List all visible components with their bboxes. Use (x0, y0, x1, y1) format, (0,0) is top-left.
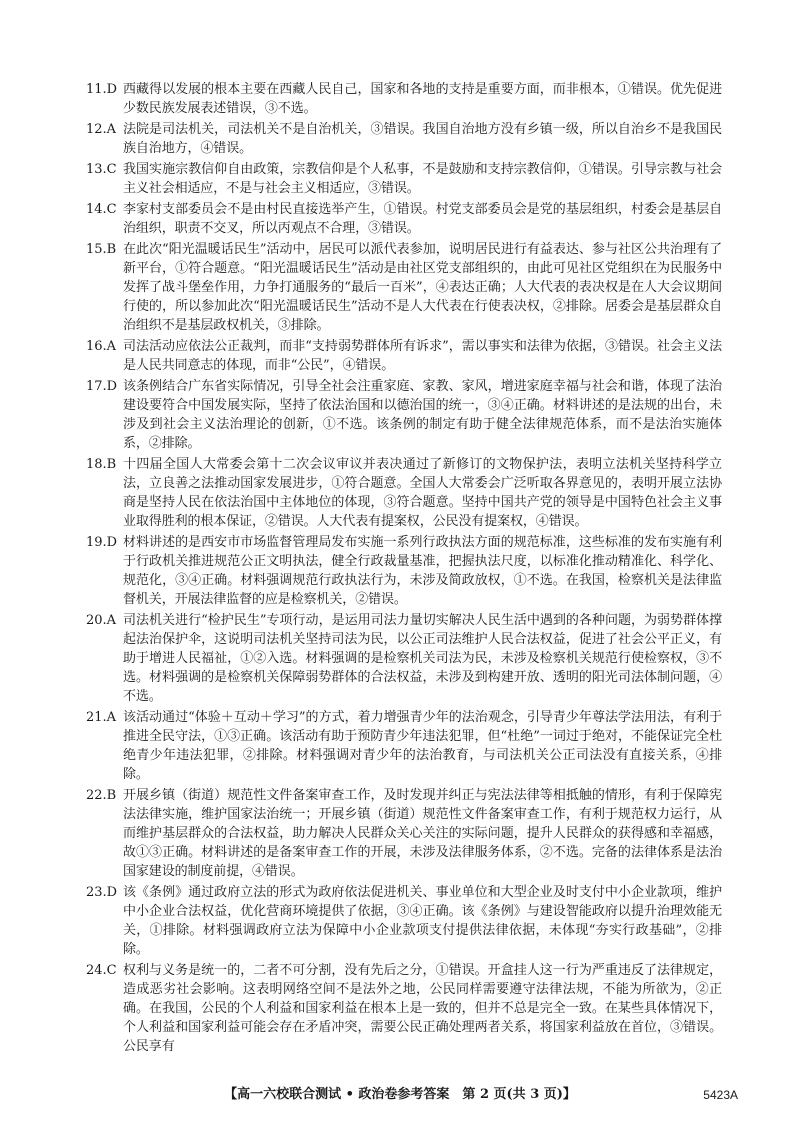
answer-list (86, 80, 722, 1058)
answer-explanation: 司法机关进行“检护民生”专项行动，是运用司法力量切实解决人民生活中遇到的各种问题，为弱势群体撑起法治保护伞，这说明司法机关坚持司法为民，以公正司法维护人民合法权益，促进了社会公平正义，有助于增进人民福祉，①②入选。材料强调的是检察机关司法为民，未涉及检察机关规范行使检察权，③不选。材料强调的是检察机关保障弱势群体的合法权益，未涉及到构建开放、透明的阳光司法体制问题，④不选。 (123, 613, 722, 704)
answer-explanation: 西藏得以发展的根本主要在西藏人民自己，国家和各地的支持是重要方面，而非根本，①错误。优先促进少数民族发展表述错误，③不选。 (123, 82, 722, 116)
answer-number: 18.B (86, 457, 117, 472)
answer-explanation: 权利与义务是统一的，二者不可分割，没有先后之分，①错误。开盒挂人这一行为严重违反了法律规定，造成恶劣社会影响。这表明网络空间不是法外之地，公民同样需要遵守法律法规，不能为所欲为，②正确。在我国，公民的个人利益和国家利益在根本上是一致的，但并不总是完全一致。在某些具体情况下，个人利益和国家利益可能会存在矛盾冲突，需要公民正确处理两者关系，将国家利益放在首位，③错误。公民享有 (123, 963, 722, 1054)
answer-item-11 (86, 80, 722, 118)
answer-number: 12.A (86, 122, 117, 137)
answer-item-22 (86, 786, 722, 881)
answer-number: 19.D (86, 535, 118, 550)
answer-item-15 (86, 240, 722, 335)
answer-number: 21.A (86, 710, 117, 725)
answer-item-14 (86, 200, 722, 238)
answer-explanation: 司法活动应依法公正裁判，而非“支持弱势群体所有诉求”，需以事实和法律为依据，③错误。社会主义法是人民共同意志的体现，而非“公民”，④错误。 (123, 339, 722, 373)
answer-item-12 (86, 120, 722, 158)
answer-item-17 (86, 377, 722, 453)
answer-explanation: 该《条例》通过政府立法的形式为政府依法促进机关、事业单位和大型企业及时支付中小企业款项，维护中小企业合法权益，优化营商环境提供了依据，③④正确。该《条例》与建设智能政府以提升治理效能无关，①排除。材料强调政府立法为保障中小企业款项支付提供法律依据，未体现“夯实行政基础”，②排除。 (123, 885, 722, 957)
answer-number: 17.D (86, 379, 118, 394)
answer-item-13 (86, 160, 722, 198)
answer-explanation: 法院是司法机关，司法机关不是自治机关，③错误。我国自治地方没有乡镇一级，所以自治乡不是我国民族自治地方，④错误。 (123, 122, 722, 156)
answer-explanation: 李家村支部委员会不是由村民直接选举产生，①错误。村党支部委员会是党的基层组织，村委会是基层自治组织，职责不交叉，所以丙观点不合理，③错误。 (123, 202, 722, 236)
answer-number: 16.A (86, 339, 117, 354)
answer-explanation: 材料讲述的是西安市市场监督管理局发布实施一系列行政执法方面的规范标准，这些标准的发布实施有利于行政机关推进规范公正文明执法，健全行政裁量基准，把握执法尺度，以标准化推动精准化、科学化、规范化，③④正确。材料强调规范行政执法行为，未涉及简政放权，①不选。在我国，检察机关是法律监督机关，开展法律监督的应是检察机关，②错误。 (123, 535, 722, 607)
answer-item-19 (86, 533, 722, 609)
answer-item-23 (86, 883, 722, 959)
page-footer (0, 1085, 800, 1105)
answer-item-18 (86, 455, 722, 531)
answer-explanation: 我国实施宗教信仰自由政策，宗教信仰是个人私事，不是鼓励和支持宗教信仰，①错误。引导宗教与社会主义社会相适应，不是与社会主义相适应，③错误。 (123, 162, 722, 196)
answer-number: 14.C (86, 202, 117, 217)
footer-code: 5423A (703, 1088, 738, 1102)
answer-number: 11.D (86, 82, 118, 97)
answer-number: 13.C (86, 162, 117, 177)
footer-title: 【高一六校联合测试 • 政治卷参考答案 第 2 页(共 3 页)】 (224, 1087, 576, 1102)
answer-item-20 (86, 611, 722, 706)
answer-number: 20.A (86, 613, 117, 628)
answer-item-24 (86, 961, 722, 1056)
answer-number: 22.B (86, 788, 117, 803)
answer-number: 15.B (86, 242, 117, 257)
answer-explanation: 该条例结合广东省实际情况，引导全社会注重家庭、家教、家风，增进家庭幸福与社会和谐，体现了法治建设要符合中国发展实际，坚持了依法治国和以德治国的统一，③④正确。材料讲述的是法规的出台，未涉及到社会主义法治理论的创新，①不选。该条例的制定有助于健全法律规范体系，而不是法治实施体系，②排除。 (123, 379, 722, 451)
answer-explanation: 该活动通过“体验＋互动＋学习”的方式，着力增强青少年的法治观念，引导青少年尊法学法用法，有利于推进全民守法，①③正确。该活动有助于预防青少年违法犯罪，但“杜绝”一词过于绝对，不能保证完全杜绝青少年违法犯罪，②排除。材料强调对青少年的法治教育，与司法机关公正司法没有直接关系，④排除。 (123, 710, 722, 782)
answer-explanation: 开展乡镇（街道）规范性文件备案审查工作，及时发现并纠正与宪法法律等相抵触的情形，有利于保障宪法法律实施，维护国家法治统一；开展乡镇（街道）规范性文件备案审查工作，有利于规范权力运行，从而维护基层群众的合法权益，助力解决人民群众关心关注的实际问题，提升人民群众的获得感和幸福感，故①③正确。材料讲述的是备案审查工作的开展，未涉及法律服务体系，②不选。完备的法律体系是法治国家建设的制度前提，④错误。 (123, 788, 722, 879)
answer-number: 23.D (86, 885, 118, 900)
answer-explanation: 在此次“阳光温暖话民生”活动中，居民可以派代表参加，说明居民进行有益表达、参与社区公共治理有了新平台，①符合题意。“阳光温暖话民生”活动是由社区党支部组织的，由此可见社区党组织在为民服务中发挥了战斗堡垒作用，力争打通服务的“最后一百米”，④表达正确；人大代表的表决权是在人大会议期间行使的，所以参加此次“阳光温暖话民生”活动不是人大代表在行使表决权，②排除。居委会是基层群众自治组织不是基层政权机关，③排除。 (123, 242, 722, 333)
answer-item-21 (86, 708, 722, 784)
answer-item-16 (86, 337, 722, 375)
answer-number: 24.C (86, 963, 117, 978)
answer-explanation: 十四届全国人大常委会第十二次会议审议并表决通过了新修订的文物保护法，表明立法机关坚持科学立法，立良善之法推动国家发展进步，①符合题意。全国人大常委会广泛听取各界意见的，表明开展立法协商是坚持人民在依法治国中主体地位的体现，③符合题意。坚持中国共产党的领导是中国特色社会主义事业取得胜利的根本保证，②错误。人大代表有提案权，公民没有提案权，④错误。 (123, 457, 722, 529)
